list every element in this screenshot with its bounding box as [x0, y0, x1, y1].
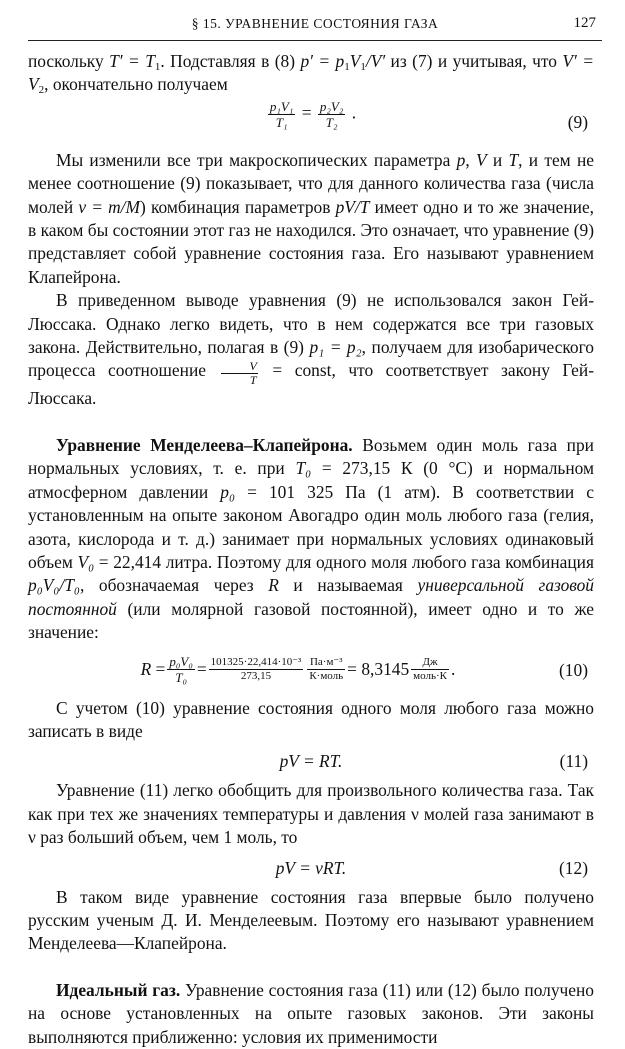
equation-9: $\frac{\text{p₁V₁}}{\text{T₁}}$ = $\frac{\text{p₂V₂}}{\text{T₂}}$ . (9) — [28, 99, 594, 145]
running-header — [28, 14, 602, 41]
equation-11: pV = RT. (11) — [28, 747, 594, 777]
section-title: § 15. УРАВНЕНИЕ СОСТОЯНИЯ ГАЗА — [191, 16, 439, 31]
section-heading: Уравнение Менделеева–Клапейрона. — [56, 434, 353, 455]
page-body — [28, 50, 594, 1049]
equation-number: (10) — [559, 659, 588, 680]
equation-12: pV = νRT. (12) — [28, 854, 594, 884]
equation-number: (12) — [559, 857, 588, 878]
equation-number: (9) — [567, 111, 588, 132]
paragraph-ideal-gas: Идеальный газ. Уравнение состояния газа (11) или (12) было получено на основе установленных на опыте газовых законов. Эти законы выполняются приближенно: условия их применимости — [28, 979, 594, 1047]
paragraph-intro: поскольку $T' = T_1$. Подставляя в (8) $p' = p_1V_1/V'$ из (7) и учитывая, что $V' = V_2$, окончательно получаем — [28, 51, 594, 97]
equation-number: (11) — [559, 751, 588, 772]
paragraph-one-mole: С учетом (10) уравнение состояния одного моля любого газа можно записать в виде — [28, 697, 594, 741]
paragraph-mendeleev: Уравнение Менделеева–Клапейрона. Возьмем один моль газа при нормальных условиях, т. е. при T₀ = 273,15 К (0 °С) и нормальном атмосферном давлении p₀ = 101 325 Па (1 атм). В соответствии с установленным на опыте законом Авогадро один моль любого газа (гелия, азота, кислорода и т. д.) занимает при нормальных условиях одинаковый объем V₀ = 22,414 литра. Поэтому для одного моля любого газа комбинация p₀V₀/T₀, обозначаемая через R и называемая универсальной газовой постоянной (или молярной газовой постоянной), имеет одно и то же значение: — [28, 434, 595, 643]
section-heading: Идеальный газ. — [56, 979, 181, 1000]
paragraph-clapeyron: Мы изменили все три макроскопических параметра p, V и T, и тем не менее соотношение (9) показывает, что для данного количества газа (числа молей ν = m/M) комбинация параметров pV/T имеет одно и то же значение, в каком бы состоянии этот газ не находился. Это означает, что уравнение (9) представляет собой уравнение состояния газа. Его называют уравнением Клапейрона. — [28, 149, 595, 287]
paragraph-gay-lussac: В приведенном выводе уравнения (9) не использовался закон Гей-Люссака. Однако легко видеть, что в нем содержатся все три газовых закона. Действительно, полагая в (9) p₁ = p₂, получаем для изобарического процесса соотношение $\frac{V}{T}$ = const, что соответствует закону Гей-Люссака. — [28, 290, 594, 409]
paragraph-mendeleev-history: В таком виде уравнение состояния газа впервые было получено русским ученым Д. И. Менделеевым. Поэтому его называют уравнением Менделеева—Клапейрона. — [28, 886, 594, 954]
equation-10: R = $\frac{\text{p₀V₀}}{\text{T₀}}$ = $\frac{\text{101325·22,414·10⁻³}}{273,15}$ $\frac{\text{Па·м⁻³}}{\text{К·моль}}$ = 8,3145 $\frac{Дж}{\text{моль·К}}$ . (10) — [140, 654, 588, 686]
page-number: 127 — [573, 15, 596, 31]
paragraph-generalize: Уравнение (11) легко обобщить для произвольного количества газа. Так как при тех же значениях температуры и давления ν молей газа занимают в ν раз больший объем, чем 1 моль, то — [28, 780, 594, 848]
